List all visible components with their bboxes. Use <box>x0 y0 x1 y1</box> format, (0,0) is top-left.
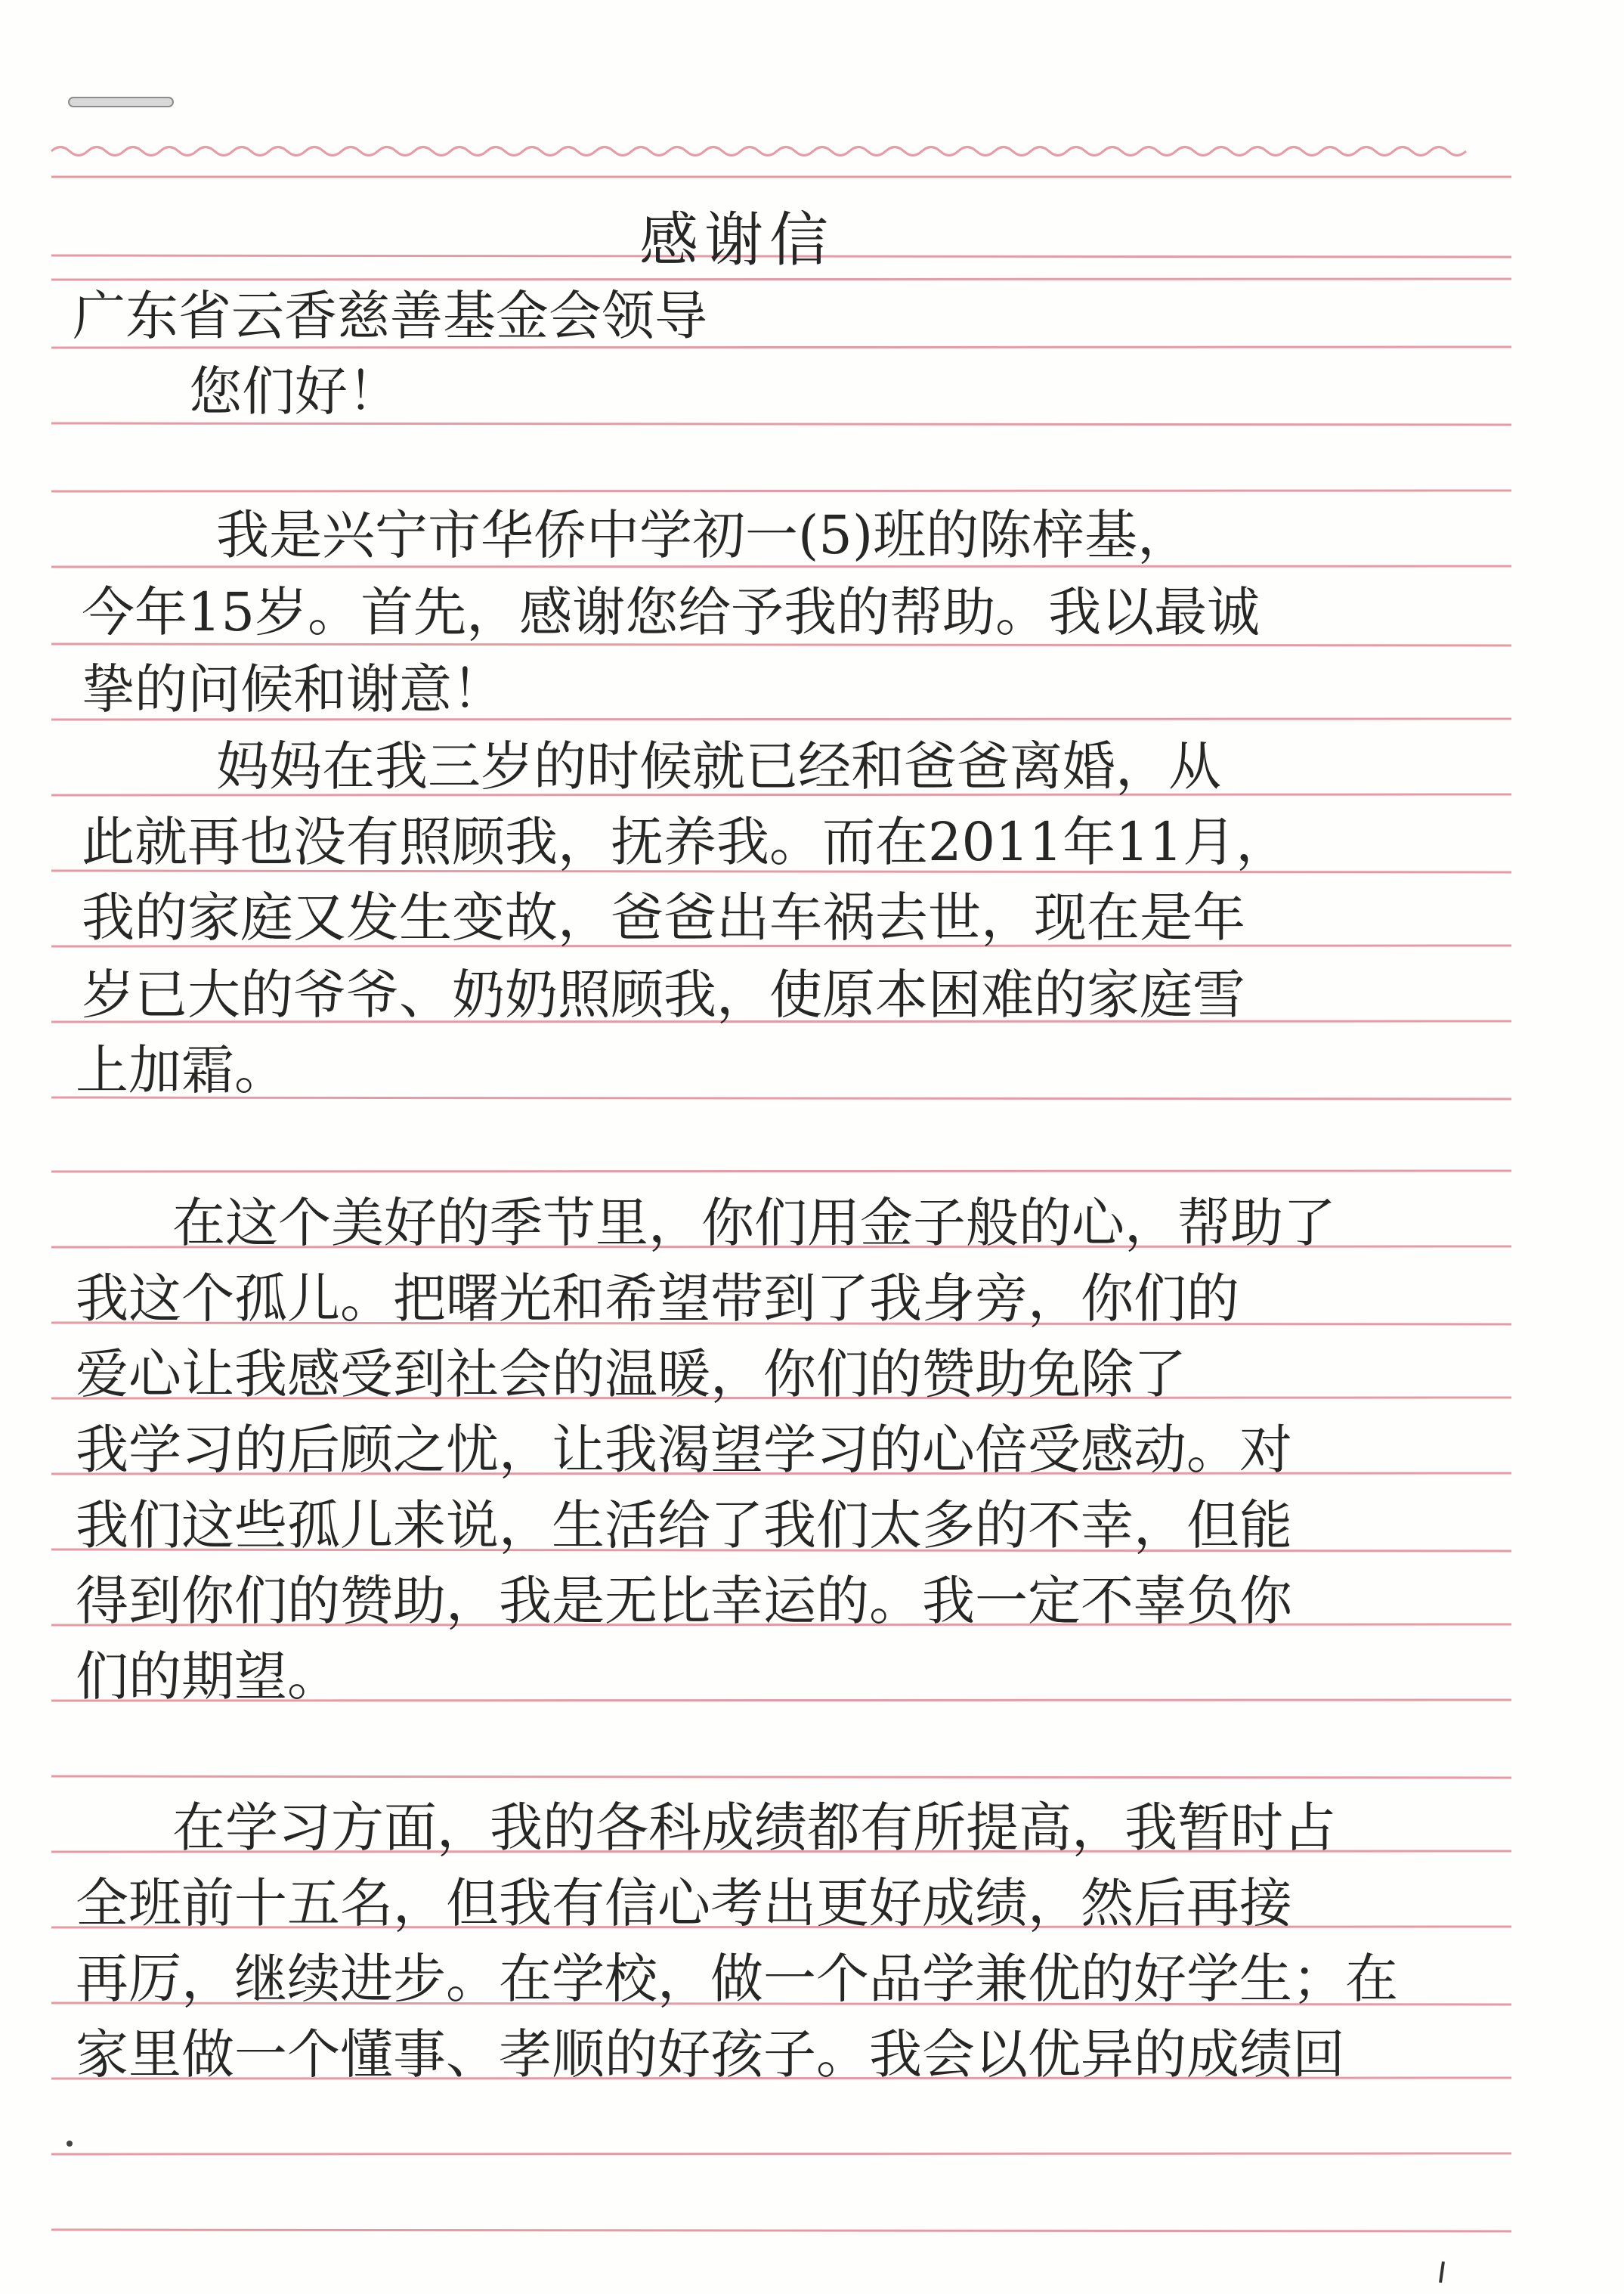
letter-line <box>0 281 1624 357</box>
letter-text-line: 家里做一个懂事、孝顺的好孩子。我会以优异的成绩回 <box>76 2023 1345 2085</box>
letter-line <box>0 655 1624 730</box>
letter-text-line: 岁已大的爷爷、奶奶照顾我，使原本困难的家庭雪 <box>82 964 1245 1026</box>
letter-line <box>0 1944 1624 2020</box>
ink-speck <box>67 2141 73 2147</box>
greeting: 您们好！ <box>189 361 401 423</box>
letter-text-line: 全班前十五名，但我有信心考出更好成绩，然后再接 <box>76 1872 1292 1934</box>
letter-text-line: 得到你们的赞助，我是无比幸运的。我一定不辜负你 <box>76 1570 1292 1632</box>
letter-line <box>0 1793 1624 1868</box>
letter-line <box>0 807 1624 883</box>
letter-line <box>0 357 1624 432</box>
letter-line <box>0 500 1624 576</box>
letter-text-line: 我的家庭又发生变故，爸爸出车祸去世，现在是年 <box>82 887 1245 949</box>
letter-title-line <box>0 206 1624 281</box>
letter-line <box>0 1339 1624 1415</box>
letter-line <box>0 2020 1624 2095</box>
letter-line <box>0 960 1624 1036</box>
letter-line <box>0 1491 1624 1566</box>
letter-line <box>0 883 1624 958</box>
ruled-line <box>51 1171 1511 1172</box>
letter-text-line: 再厉，继续进步。在学校，做一个品学兼优的好学生；在 <box>76 1948 1398 2010</box>
letter-line <box>0 1642 1624 1717</box>
letter-text-line: 我这个孤儿。把曙光和希望带到了我身旁，你们的 <box>76 1268 1239 1330</box>
letter-text-line: 上加霜。 <box>76 1039 287 1101</box>
letter-line <box>0 1036 1624 1111</box>
wavy-top-rule <box>51 147 1466 156</box>
letter-text-line: 我们这些孤儿来说，生活给了我们太多的不幸，但能 <box>76 1494 1292 1556</box>
letter-text-line: 我是兴宁市华侨中学初一(5)班的陈梓基， <box>216 504 1191 566</box>
letter-text-line: 妈妈在我三岁的时候就已经和爸爸离婚，从 <box>216 735 1221 797</box>
letter-line <box>0 1566 1624 1642</box>
ruled-line <box>51 2153 1511 2154</box>
letter-text-line: 在这个美好的季节里，你们用金子般的心，帮助了 <box>172 1192 1336 1254</box>
letter-text-line: 此就再也没有照顾我，抚养我。而在2011年11月， <box>82 811 1289 873</box>
ruled-line <box>51 2230 1511 2231</box>
letter-line <box>0 1264 1624 1339</box>
letter-text-line: 在学习方面，我的各科成绩都有所提高，我暂时占 <box>172 1797 1336 1859</box>
letter-text-line: 今年15岁。首先，感谢您给予我的帮助。我以最诚 <box>82 581 1261 643</box>
letter-line <box>0 1868 1624 1944</box>
letter-text-line: 挚的问候和谢意！ <box>82 658 505 720</box>
letter-title: 感谢信 <box>639 206 835 274</box>
letter-line <box>0 1188 1624 1264</box>
letter-text-line: 我学习的后顾之忧，让我渴望学习的心倍受感动。对 <box>76 1419 1292 1481</box>
ruled-line <box>51 1776 1511 1778</box>
letter-line <box>0 732 1624 807</box>
salutation-recipient: 广东省云香慈善基金会领导 <box>73 285 707 347</box>
letter-line <box>0 1415 1624 1491</box>
letter-text-line: 爱心让我感受到社会的温暖，你们的赞助免除了 <box>76 1343 1186 1405</box>
letter-line <box>0 577 1624 653</box>
letter-text-line: 们的期望。 <box>76 1645 340 1707</box>
